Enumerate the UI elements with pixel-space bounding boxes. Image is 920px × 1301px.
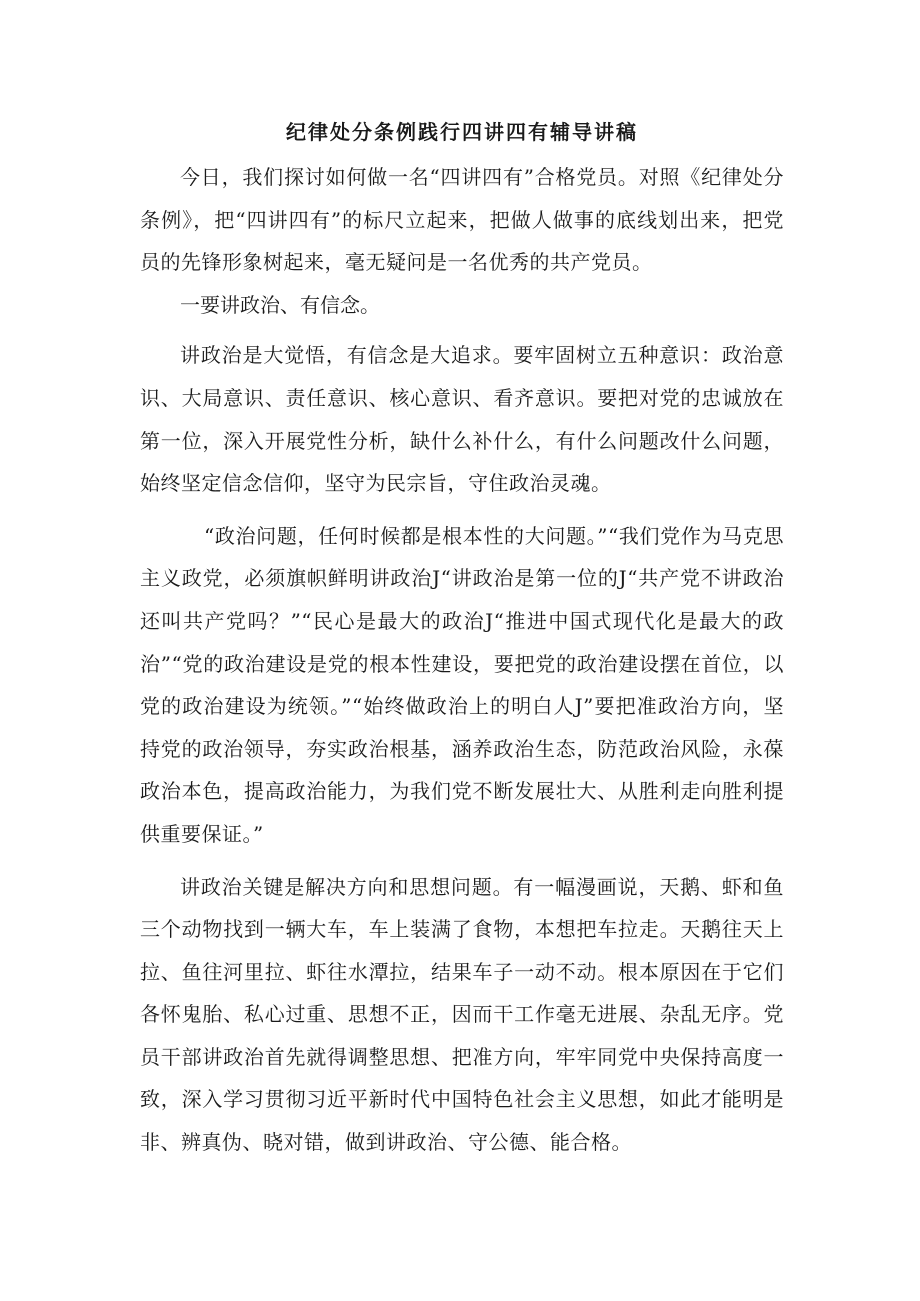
section-heading: 一要讲政治、有信念。 xyxy=(180,292,380,317)
body-paragraph: 讲政治是大觉悟，有信念是大追求。要牢固树立五种意识：政治意识、大局意识、责任意识、核心意识、看齐意识。要把对党的忠诚放在第一位，深入开展党性分析，缺什么补什么，有什么问题改什么问题，始终坚定信念信仰，坚守为民宗旨，守住政治灵魂。 xyxy=(140,343,784,496)
document-title: 纪律处分条例践行四讲四有辅导讲稿 xyxy=(286,120,638,144)
intro-paragraph: 今日，我们探讨如何做一名“四讲四有”合格党员。对照《纪律处分条例》，把“四讲四有”的标尺立起来，把做人做事的底线划出来，把党员的先锋形象树起来，毫无疑问是一名优秀的共产党员。 xyxy=(140,165,784,275)
document-page xyxy=(140,112,784,1164)
body-paragraph: 讲政治关键是解决方向和思想问题。有一幅漫画说，天鹅、虾和鱼三个动物找到一辆大车，车上装满了食物，本想把车拉走。天鹅往天上拉、鱼往河里拉、虾往水潭拉，结果车子一动不动。根本原因在于它们各怀鬼胎、私心过重、思想不正，因而干工作毫无进展、杂乱无序。党员干部讲政治首先就得调整思想、把准方向，牢牢同党中央保持高度一致，深入学习贯彻习近平新时代中国特色社会主义思想，如此才能明是非、辨真伪、晓对错，做到讲政治、守公德、能合格。 xyxy=(140,874,784,1155)
quote-paragraph: “政治问题，任何时候都是根本性的大问题。”“我们党作为马克思主义政党，必须旗帜鲜明讲政治J“讲政治是第一位的J“共产党不讲政治还叫共产党吗？”“民心是最大的政治J“推进中国式现代化是最大的政治”“党的政治建设是党的根本性建设，要把党的政治建设摆在首位，以党的政治建设为统领。”“始终做政治上的明白人J”要把准政治方向，坚持党的政治领导，夯实政治根基，涵养政治生态，防范政治风险，永葆政治本色，提高政治能力，为我们党不断发展壮大、从胜利走向胜利提供重要保证。” xyxy=(140,523,784,846)
